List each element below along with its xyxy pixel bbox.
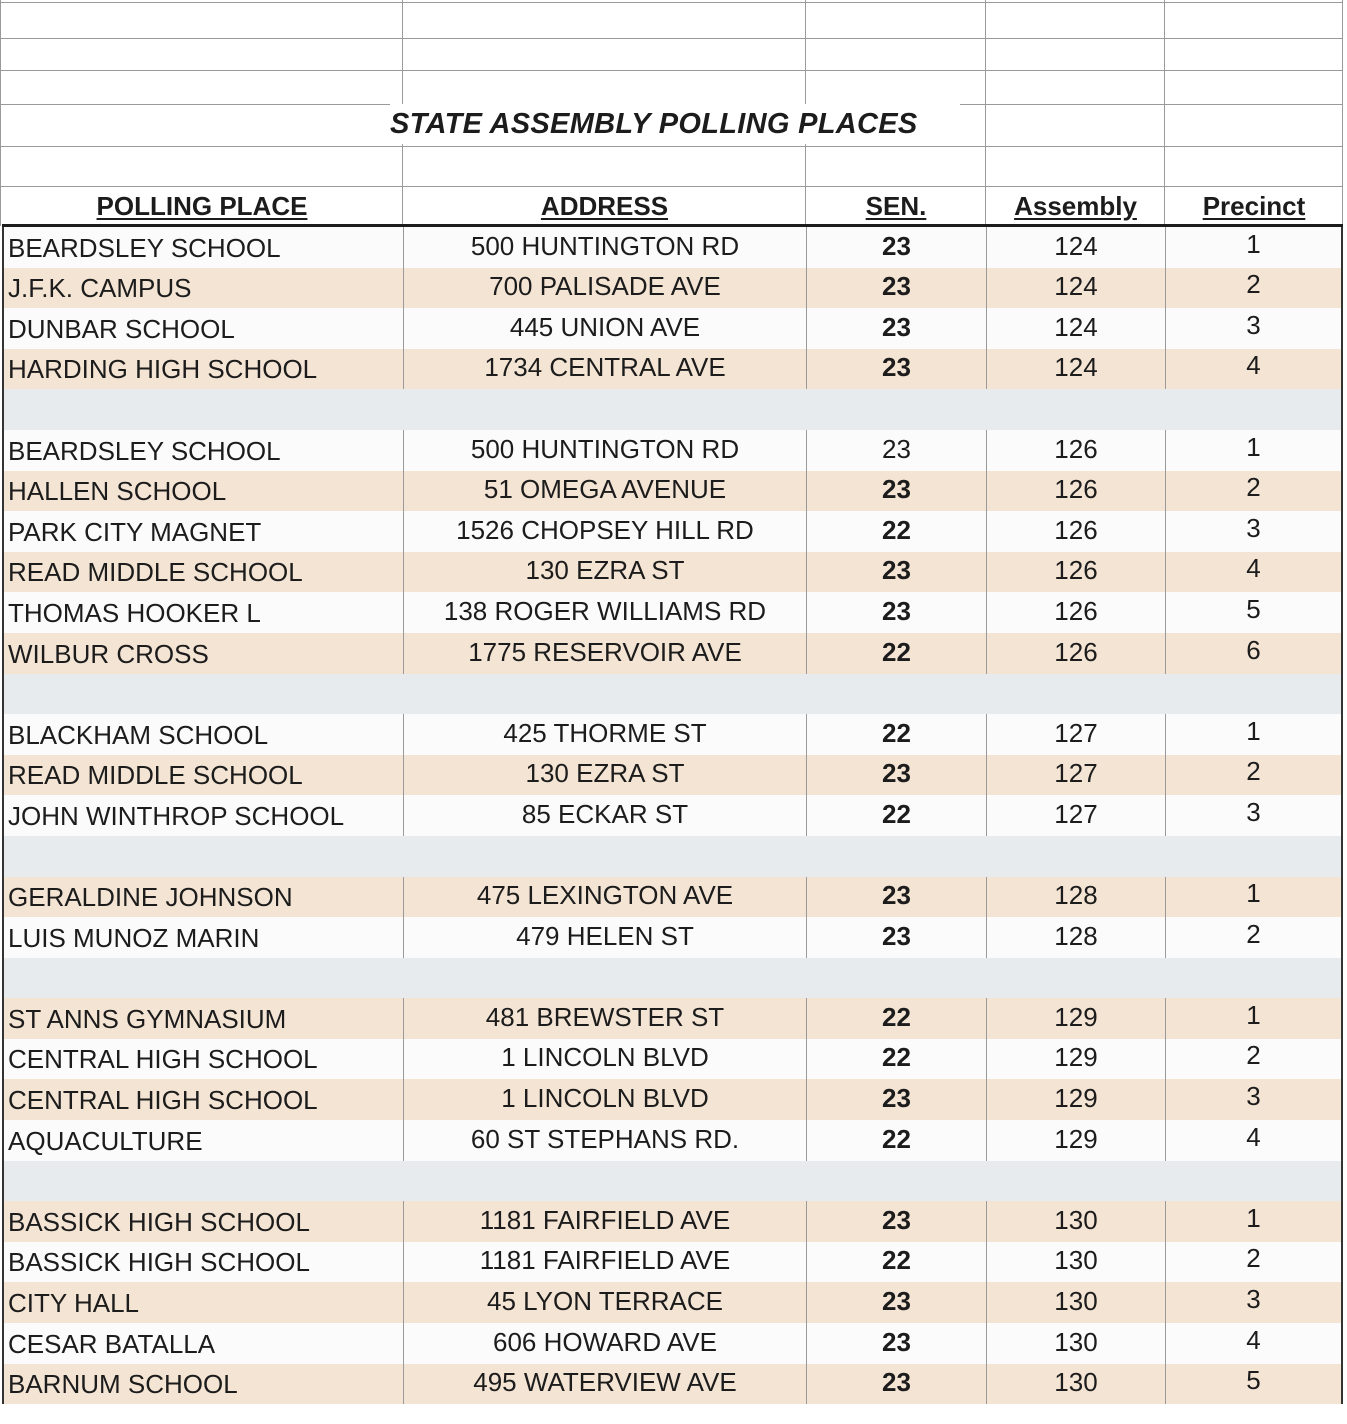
group-spacer [4, 389, 1341, 430]
address-cell: 60 ST STEPHANS RD. [404, 1120, 807, 1161]
group-spacer [4, 958, 1341, 999]
precinct-cell: 3 [1246, 1284, 1261, 1315]
senate-cell: 23 [807, 349, 987, 390]
senate-cell: 22 [807, 998, 987, 1039]
table-row [4, 1282, 1341, 1323]
precinct-cell: 1 [1246, 228, 1261, 259]
polling-place-cell: READ MIDDLE SCHOOL [4, 755, 404, 796]
address-cell: 45 LYON TERRACE [404, 1282, 807, 1323]
polling-place-cell: BARNUM SCHOOL [4, 1364, 404, 1405]
table-row [4, 1039, 1341, 1080]
polling-place-cell: BASSICK HIGH SCHOOL [4, 1201, 404, 1242]
senate-cell: 23 [807, 877, 987, 918]
polling-place-cell: PARK CITY MAGNET [4, 511, 404, 552]
polling-place-cell: AQUACULTURE [4, 1120, 404, 1161]
senate-cell: 23 [807, 1323, 987, 1364]
precinct-cell: 4 [1246, 553, 1261, 584]
address-cell: 138 ROGER WILLIAMS RD [404, 592, 807, 633]
senate-cell: 23 [807, 471, 987, 512]
precinct-cell: 4 [1246, 1121, 1261, 1152]
senate-cell: 23 [807, 552, 987, 593]
address-cell: 481 BREWSTER ST [404, 998, 807, 1039]
assembly-cell: 130 [987, 1242, 1166, 1283]
senate-cell: 23 [807, 308, 987, 349]
address-cell: 700 PALISADE AVE [404, 268, 807, 309]
grid-line [0, 146, 1343, 147]
senate-cell: 23 [807, 755, 987, 796]
senate-cell: 22 [807, 1120, 987, 1161]
table-row [4, 1201, 1341, 1242]
precinct-cell: 6 [1246, 634, 1261, 665]
table-row [4, 1242, 1341, 1283]
assembly-cell: 130 [987, 1201, 1166, 1242]
polling-place-cell: CENTRAL HIGH SCHOOL [4, 1079, 404, 1120]
polling-place-cell: HARDING HIGH SCHOOL [4, 349, 404, 390]
table-row [4, 511, 1341, 552]
group-spacer [4, 1161, 1341, 1202]
assembly-cell: 124 [987, 349, 1166, 390]
assembly-cell: 130 [987, 1323, 1166, 1364]
table-row [4, 308, 1341, 349]
senate-cell: 22 [807, 1242, 987, 1283]
polling-place-cell: J.F.K. CAMPUS [4, 268, 404, 309]
precinct-cell: 2 [1246, 472, 1261, 503]
group-spacer [4, 836, 1341, 877]
assembly-cell: 130 [987, 1364, 1166, 1405]
assembly-cell: 130 [987, 1282, 1166, 1323]
page-title: STATE ASSEMBLY POLLING PLACES [390, 104, 960, 144]
table-row [4, 1323, 1341, 1364]
precinct-cell: 2 [1246, 1040, 1261, 1071]
assembly-cell: 126 [987, 592, 1166, 633]
assembly-cell: 128 [987, 917, 1166, 958]
table-row [4, 714, 1341, 755]
polling-table [2, 227, 1343, 1404]
polling-place-cell: CITY HALL [4, 1282, 404, 1323]
grid-line [0, 0, 1, 226]
table-row [4, 633, 1341, 674]
polling-place-cell: CESAR BATALLA [4, 1323, 404, 1364]
precinct-cell: 1 [1246, 431, 1261, 462]
address-cell: 1526 CHOPSEY HILL RD [404, 511, 807, 552]
assembly-cell: 124 [987, 227, 1166, 268]
header-polling-place: POLLING PLACE [96, 191, 308, 221]
assembly-cell: 127 [987, 795, 1166, 836]
address-cell: 425 THORME ST [404, 714, 807, 755]
precinct-cell: 4 [1246, 1324, 1261, 1355]
senate-cell: 23 [807, 1201, 987, 1242]
assembly-cell: 124 [987, 308, 1166, 349]
address-cell: 1775 RESERVOIR AVE [404, 633, 807, 674]
polling-place-cell: WILBUR CROSS [4, 633, 404, 674]
table-row [4, 227, 1341, 268]
address-cell: 445 UNION AVE [404, 308, 807, 349]
grid-line [0, 38, 1343, 39]
assembly-cell: 127 [987, 714, 1166, 755]
assembly-cell: 129 [987, 1079, 1166, 1120]
senate-cell: 23 [807, 1079, 987, 1120]
precinct-cell: 4 [1246, 350, 1261, 381]
polling-place-cell: DUNBAR SCHOOL [4, 308, 404, 349]
table-row [4, 349, 1341, 390]
assembly-cell: 127 [987, 755, 1166, 796]
polling-place-cell: BEARDSLEY SCHOOL [4, 430, 404, 471]
precinct-cell: 1 [1246, 999, 1261, 1030]
address-cell: 51 OMEGA AVENUE [404, 471, 807, 512]
senate-cell: 23 [807, 430, 987, 471]
address-cell: 85 ECKAR ST [404, 795, 807, 836]
precinct-cell: 3 [1246, 1081, 1261, 1112]
assembly-cell: 129 [987, 1039, 1166, 1080]
table-row [4, 1364, 1341, 1405]
precinct-cell: 5 [1246, 1365, 1261, 1396]
address-cell: 1 LINCOLN BLVD [404, 1039, 807, 1080]
precinct-cell: 1 [1246, 1202, 1261, 1233]
polling-place-cell: BEARDSLEY SCHOOL [4, 227, 404, 268]
precinct-cell: 5 [1246, 593, 1261, 624]
address-cell: 606 HOWARD AVE [404, 1323, 807, 1364]
senate-cell: 23 [807, 917, 987, 958]
precinct-cell: 1 [1246, 878, 1261, 909]
table-row [4, 430, 1341, 471]
table-row [4, 471, 1341, 512]
table-row [4, 917, 1341, 958]
polling-place-cell: GERALDINE JOHNSON [4, 877, 404, 918]
precinct-cell: 2 [1246, 269, 1261, 300]
assembly-cell: 126 [987, 633, 1166, 674]
table-row [4, 1120, 1341, 1161]
polling-place-cell: BLACKHAM SCHOOL [4, 714, 404, 755]
polling-place-cell: ST ANNS GYMNASIUM [4, 998, 404, 1039]
polling-place-cell: READ MIDDLE SCHOOL [4, 552, 404, 593]
assembly-cell: 129 [987, 1120, 1166, 1161]
group-spacer [4, 674, 1341, 715]
senate-cell: 22 [807, 714, 987, 755]
address-cell: 1734 CENTRAL AVE [404, 349, 807, 390]
assembly-cell: 126 [987, 511, 1166, 552]
assembly-cell: 129 [987, 998, 1166, 1039]
senate-cell: 23 [807, 268, 987, 309]
precinct-cell: 2 [1246, 756, 1261, 787]
senate-cell: 22 [807, 511, 987, 552]
senate-cell: 23 [807, 1282, 987, 1323]
polling-place-cell: LUIS MUNOZ MARIN [4, 917, 404, 958]
precinct-cell: 2 [1246, 1243, 1261, 1274]
table-row [4, 1079, 1341, 1120]
polling-place-cell: BASSICK HIGH SCHOOL [4, 1242, 404, 1283]
table-row [4, 592, 1341, 633]
senate-cell: 23 [807, 1364, 987, 1405]
address-cell: 475 LEXINGTON AVE [404, 877, 807, 918]
senate-cell: 22 [807, 1039, 987, 1080]
table-row [4, 998, 1341, 1039]
senate-cell: 23 [807, 227, 987, 268]
address-cell: 495 WATERVIEW AVE [404, 1364, 807, 1405]
precinct-cell: 1 [1246, 715, 1261, 746]
senate-cell: 22 [807, 795, 987, 836]
address-cell: 130 EZRA ST [404, 755, 807, 796]
assembly-cell: 126 [987, 471, 1166, 512]
address-cell: 130 EZRA ST [404, 552, 807, 593]
header-address: ADDRESS [540, 191, 669, 221]
table-row [4, 755, 1341, 796]
grid-line [0, 2, 1343, 3]
table-row [4, 795, 1341, 836]
polling-place-cell: CENTRAL HIGH SCHOOL [4, 1039, 404, 1080]
table-row [4, 877, 1341, 918]
address-cell: 1181 FAIRFIELD AVE [404, 1242, 807, 1283]
header-sen: SEN. [865, 191, 927, 221]
table-row [4, 552, 1341, 593]
precinct-cell: 3 [1246, 309, 1261, 340]
header-assembly: Assembly [1014, 191, 1137, 221]
address-cell: 1 LINCOLN BLVD [404, 1079, 807, 1120]
polling-place-cell: HALLEN SCHOOL [4, 471, 404, 512]
precinct-cell: 3 [1246, 796, 1261, 827]
senate-cell: 22 [807, 633, 987, 674]
assembly-cell: 128 [987, 877, 1166, 918]
address-cell: 1181 FAIRFIELD AVE [404, 1201, 807, 1242]
precinct-cell: 2 [1246, 918, 1261, 949]
header-precinct: Precinct [1202, 191, 1306, 221]
table-row [4, 268, 1341, 309]
precinct-cell: 3 [1246, 512, 1261, 543]
address-cell: 500 HUNTINGTON RD [404, 227, 807, 268]
address-cell: 479 HELEN ST [404, 917, 807, 958]
polling-place-cell: JOHN WINTHROP SCHOOL [4, 795, 404, 836]
assembly-cell: 126 [987, 552, 1166, 593]
assembly-cell: 126 [987, 430, 1166, 471]
assembly-cell: 124 [987, 268, 1166, 309]
grid-line [0, 70, 1343, 71]
address-cell: 500 HUNTINGTON RD [404, 430, 807, 471]
senate-cell: 23 [807, 592, 987, 633]
polling-place-cell: THOMAS HOOKER L [4, 592, 404, 633]
